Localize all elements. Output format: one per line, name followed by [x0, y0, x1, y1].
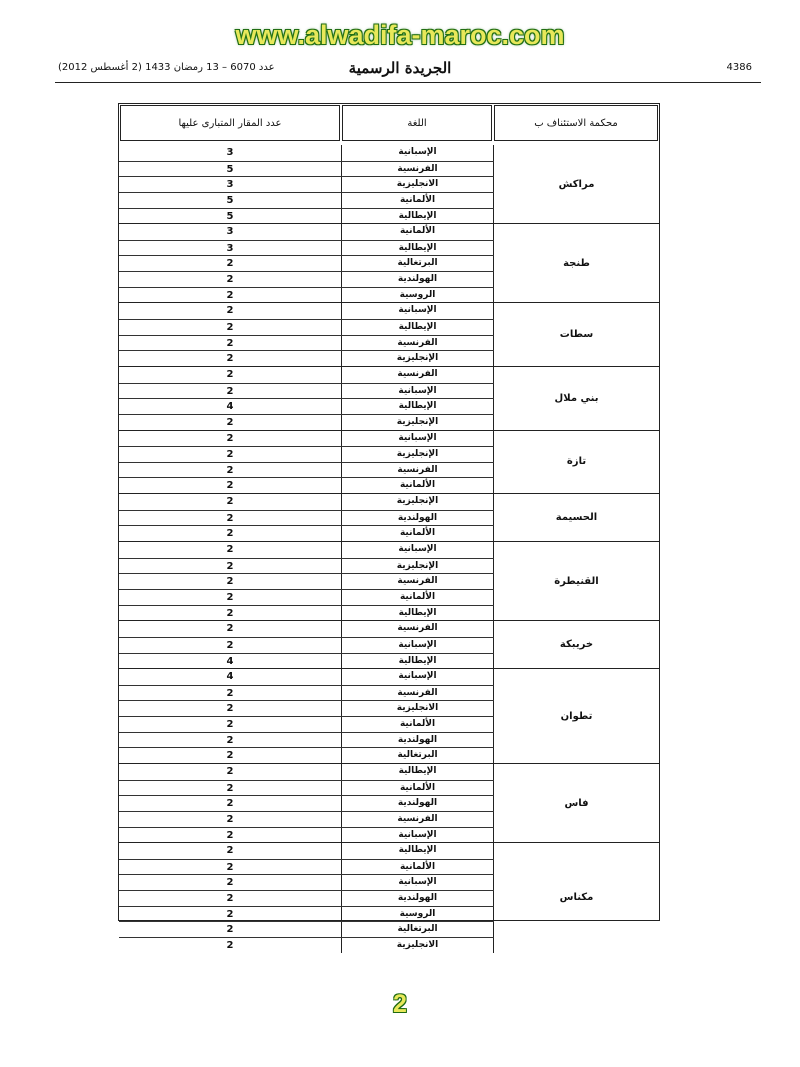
seat-count-cell: 2 [226, 274, 234, 286]
language-cell: الفرنسية [341, 574, 494, 589]
language-cell: البرتغالية [341, 748, 494, 763]
language-cell: الألمانية [341, 860, 494, 875]
court-name-cell: سطات [559, 329, 594, 341]
court-group-rows [119, 621, 494, 668]
court-group [119, 620, 659, 668]
table-row [119, 367, 494, 383]
table-body [119, 145, 659, 952]
table-row [119, 747, 494, 763]
language-cell: الفرنسية [341, 463, 494, 478]
table-row [119, 303, 494, 319]
seat-count-cell: 2 [226, 416, 234, 428]
court-group-rows [119, 669, 494, 763]
table-row [119, 669, 494, 685]
seat-count-cell: 3 [226, 147, 234, 158]
table-row [119, 716, 494, 732]
table-row [119, 271, 494, 287]
seat-count-cell: 2 [226, 765, 234, 777]
court-group-rows [119, 367, 494, 430]
seat-count-cell: 2 [226, 337, 234, 349]
seat-count-cell: 2 [226, 750, 234, 762]
table-row [119, 874, 494, 890]
table-row [119, 161, 494, 177]
language-cell: الإسبانية [341, 303, 494, 319]
language-cell: الإسبانية [341, 384, 494, 399]
table-row [119, 605, 494, 621]
seat-count-cell: 2 [226, 639, 234, 651]
language-cell: الهولندية [341, 272, 494, 287]
language-cell: الانجليزية [341, 177, 494, 192]
court-group [119, 541, 659, 620]
language-cell: الإيطالية [341, 843, 494, 859]
table-row [119, 176, 494, 192]
language-cell: الفرنسية [341, 812, 494, 827]
seat-count-cell: 2 [226, 289, 234, 301]
footer-page-label: 2 [393, 990, 407, 1018]
table-row [119, 350, 494, 366]
table-row [119, 192, 494, 208]
language-cell: الروسية [341, 907, 494, 922]
column-header-language: اللغة [342, 105, 492, 141]
language-cell: الإسبانية [341, 875, 494, 890]
court-name-cell: تازة [566, 456, 587, 468]
language-cell: البرتغالية [341, 922, 494, 937]
table-row [119, 937, 494, 953]
seat-count-cell: 2 [226, 861, 234, 873]
seat-count-cell: 2 [226, 385, 234, 397]
seat-count-cell: 4 [226, 655, 234, 667]
court-group [119, 763, 659, 842]
language-cell: الهولندية [341, 891, 494, 906]
language-cell: الإسبانية [341, 542, 494, 558]
court-group [119, 366, 659, 430]
table-row [119, 208, 494, 224]
table-row [119, 542, 494, 558]
language-cell: الفرنسية [341, 686, 494, 701]
court-group-rows [119, 431, 494, 494]
seat-count-cell: 2 [226, 734, 234, 746]
language-cell: الانجليزية [341, 701, 494, 716]
seat-count-cell: 2 [226, 893, 234, 905]
language-cell: الألمانية [341, 717, 494, 732]
seat-count-cell: 2 [226, 703, 234, 715]
table-row [119, 621, 494, 637]
seat-count-cell: 2 [226, 449, 234, 461]
seat-count-cell: 2 [226, 924, 234, 936]
language-cell: الألمانية [341, 478, 494, 493]
court-name-cell: مراكش [558, 178, 595, 190]
seat-count-cell: 5 [226, 194, 234, 206]
language-cell: الإنجليزية [341, 351, 494, 366]
seat-count-cell: 5 [226, 163, 234, 175]
seat-count-cell: 2 [226, 623, 234, 635]
table-row [119, 827, 494, 843]
seat-count-cell: 5 [226, 210, 234, 222]
seat-count-cell: 2 [226, 368, 234, 380]
language-cell: الإسبانية [341, 145, 494, 161]
court-group [119, 493, 659, 541]
table-row [119, 795, 494, 811]
seat-count-cell: 2 [226, 512, 234, 524]
column-header-count: عدد المقار المتبارى عليها [120, 105, 340, 141]
table-row [119, 637, 494, 653]
language-cell: الإيطالية [341, 764, 494, 780]
language-cell: الإسبانية [341, 828, 494, 843]
court-group [119, 302, 659, 366]
court-group-rows [119, 224, 494, 302]
table-row [119, 335, 494, 351]
language-cell: الإنجليزية [341, 494, 494, 510]
court-name-cell: مكناس [559, 892, 594, 904]
table-row [119, 843, 494, 859]
language-cell: الإيطالية [341, 399, 494, 414]
language-cell: الإيطالية [341, 654, 494, 669]
seat-count-cell: 2 [226, 940, 234, 952]
seat-count-cell: 2 [226, 782, 234, 794]
language-cell: الفرنسية [341, 621, 494, 637]
language-cell: الإسبانية [341, 638, 494, 653]
court-group [119, 668, 659, 763]
language-cell: الإيطالية [341, 241, 494, 256]
table-row [119, 510, 494, 526]
table-row [119, 494, 494, 510]
court-name-cell: تطوان [560, 710, 593, 722]
table-row [119, 477, 494, 493]
issue-date: عدد 6070 – 13 رمضان 1433 (2 أغسطس 2012) [58, 62, 275, 73]
seat-count-cell: 2 [226, 432, 234, 444]
language-cell: الإيطالية [341, 209, 494, 224]
seat-count-cell: 2 [226, 544, 234, 556]
table-row [119, 859, 494, 875]
court-name-cell: بني ملال [554, 392, 599, 404]
table-row [119, 700, 494, 716]
seat-count-cell: 2 [226, 591, 234, 603]
table-row [119, 224, 494, 240]
table-row [119, 255, 494, 271]
table-row [119, 398, 494, 414]
language-cell: الألمانية [341, 781, 494, 796]
language-cell: الإيطالية [341, 320, 494, 335]
court-name-cell: طنجة [563, 257, 590, 269]
language-cell: الألمانية [341, 590, 494, 605]
column-header-court: محكمة الاستئناف ب [494, 105, 658, 141]
seat-count-cell: 2 [226, 560, 234, 572]
seat-count-cell: 2 [226, 829, 234, 841]
court-group-rows [119, 764, 494, 842]
table-row [119, 906, 494, 922]
page-number: 4386 [726, 62, 752, 73]
language-cell: الهولندية [341, 796, 494, 811]
table-row [119, 319, 494, 335]
court-name-cell: فاس [564, 797, 589, 809]
seat-count-cell: 2 [226, 464, 234, 476]
court-group-rows [119, 303, 494, 366]
table-row [119, 890, 494, 906]
court-group [119, 145, 659, 223]
language-cell: الفرنسية [341, 367, 494, 383]
court-group-rows [119, 145, 494, 223]
seat-count-cell: 2 [226, 258, 234, 270]
table-row [119, 145, 494, 161]
language-cell: الإنجليزية [341, 415, 494, 430]
language-cell: الألمانية [341, 224, 494, 240]
table-row [119, 287, 494, 303]
table-row [119, 764, 494, 780]
table-row [119, 780, 494, 796]
language-cell: الهولندية [341, 733, 494, 748]
seat-count-cell: 2 [226, 353, 234, 365]
language-cell: الفرنسية [341, 336, 494, 351]
site-watermark: www.alwadifa-maroc.com [235, 20, 565, 50]
seat-count-cell: 2 [226, 607, 234, 619]
seat-count-cell: 2 [226, 322, 234, 334]
seat-count-cell: 2 [226, 908, 234, 920]
seat-count-cell: 2 [226, 305, 234, 317]
court-group [119, 223, 659, 302]
table-row [119, 921, 494, 937]
table-row [119, 558, 494, 574]
journal-title: الجريدة الرسمية [348, 59, 452, 77]
table-row [119, 240, 494, 256]
seat-count-cell: 2 [226, 719, 234, 731]
seat-count-cell: 2 [226, 798, 234, 810]
table-row [119, 589, 494, 605]
language-cell: الإسبانية [341, 431, 494, 447]
court-name-cell: الحسيمة [555, 512, 598, 524]
table-row [119, 383, 494, 399]
language-cell: الإنجليزية [341, 447, 494, 462]
table-row [119, 525, 494, 541]
language-cell: الألمانية [341, 526, 494, 541]
court-group [119, 842, 659, 952]
seat-count-cell: 2 [226, 496, 234, 508]
court-name-cell: خريبكة [559, 639, 594, 651]
seat-count-cell: 2 [226, 528, 234, 540]
seat-count-cell: 4 [226, 401, 234, 413]
table-row [119, 431, 494, 447]
court-group-rows [119, 494, 494, 541]
seat-count-cell: 4 [226, 671, 234, 683]
table-row [119, 653, 494, 669]
language-cell: الألمانية [341, 193, 494, 208]
language-cell: الانجليزية [341, 938, 494, 953]
table-row [119, 685, 494, 701]
header-divider [55, 82, 761, 83]
table-row [119, 573, 494, 589]
language-cell: الفرنسية [341, 162, 494, 177]
positions-table [118, 103, 660, 952]
seat-count-cell: 3 [226, 226, 234, 238]
table-header [119, 104, 659, 142]
language-cell: الإيطالية [341, 606, 494, 621]
seat-count-cell: 2 [226, 877, 234, 889]
language-cell: الإنجليزية [341, 559, 494, 574]
language-cell: الإسبانية [341, 669, 494, 685]
seat-count-cell: 2 [226, 687, 234, 699]
seat-count-cell: 2 [226, 576, 234, 588]
table-row [119, 414, 494, 430]
seat-count-cell: 3 [226, 179, 234, 191]
table-row [119, 811, 494, 827]
seat-count-cell: 3 [226, 242, 234, 254]
language-cell: الهولندية [341, 511, 494, 526]
table-row [119, 446, 494, 462]
court-name-cell: القنيطرة [554, 575, 599, 587]
language-cell: البرتغالية [341, 256, 494, 271]
court-group [119, 430, 659, 494]
court-group-rows [119, 843, 494, 952]
language-cell: الروسية [341, 288, 494, 303]
seat-count-cell: 2 [226, 480, 234, 492]
seat-count-cell: 2 [226, 813, 234, 825]
table-row [119, 732, 494, 748]
table-row [119, 462, 494, 478]
court-group-rows [119, 542, 494, 620]
seat-count-cell: 2 [226, 845, 234, 857]
